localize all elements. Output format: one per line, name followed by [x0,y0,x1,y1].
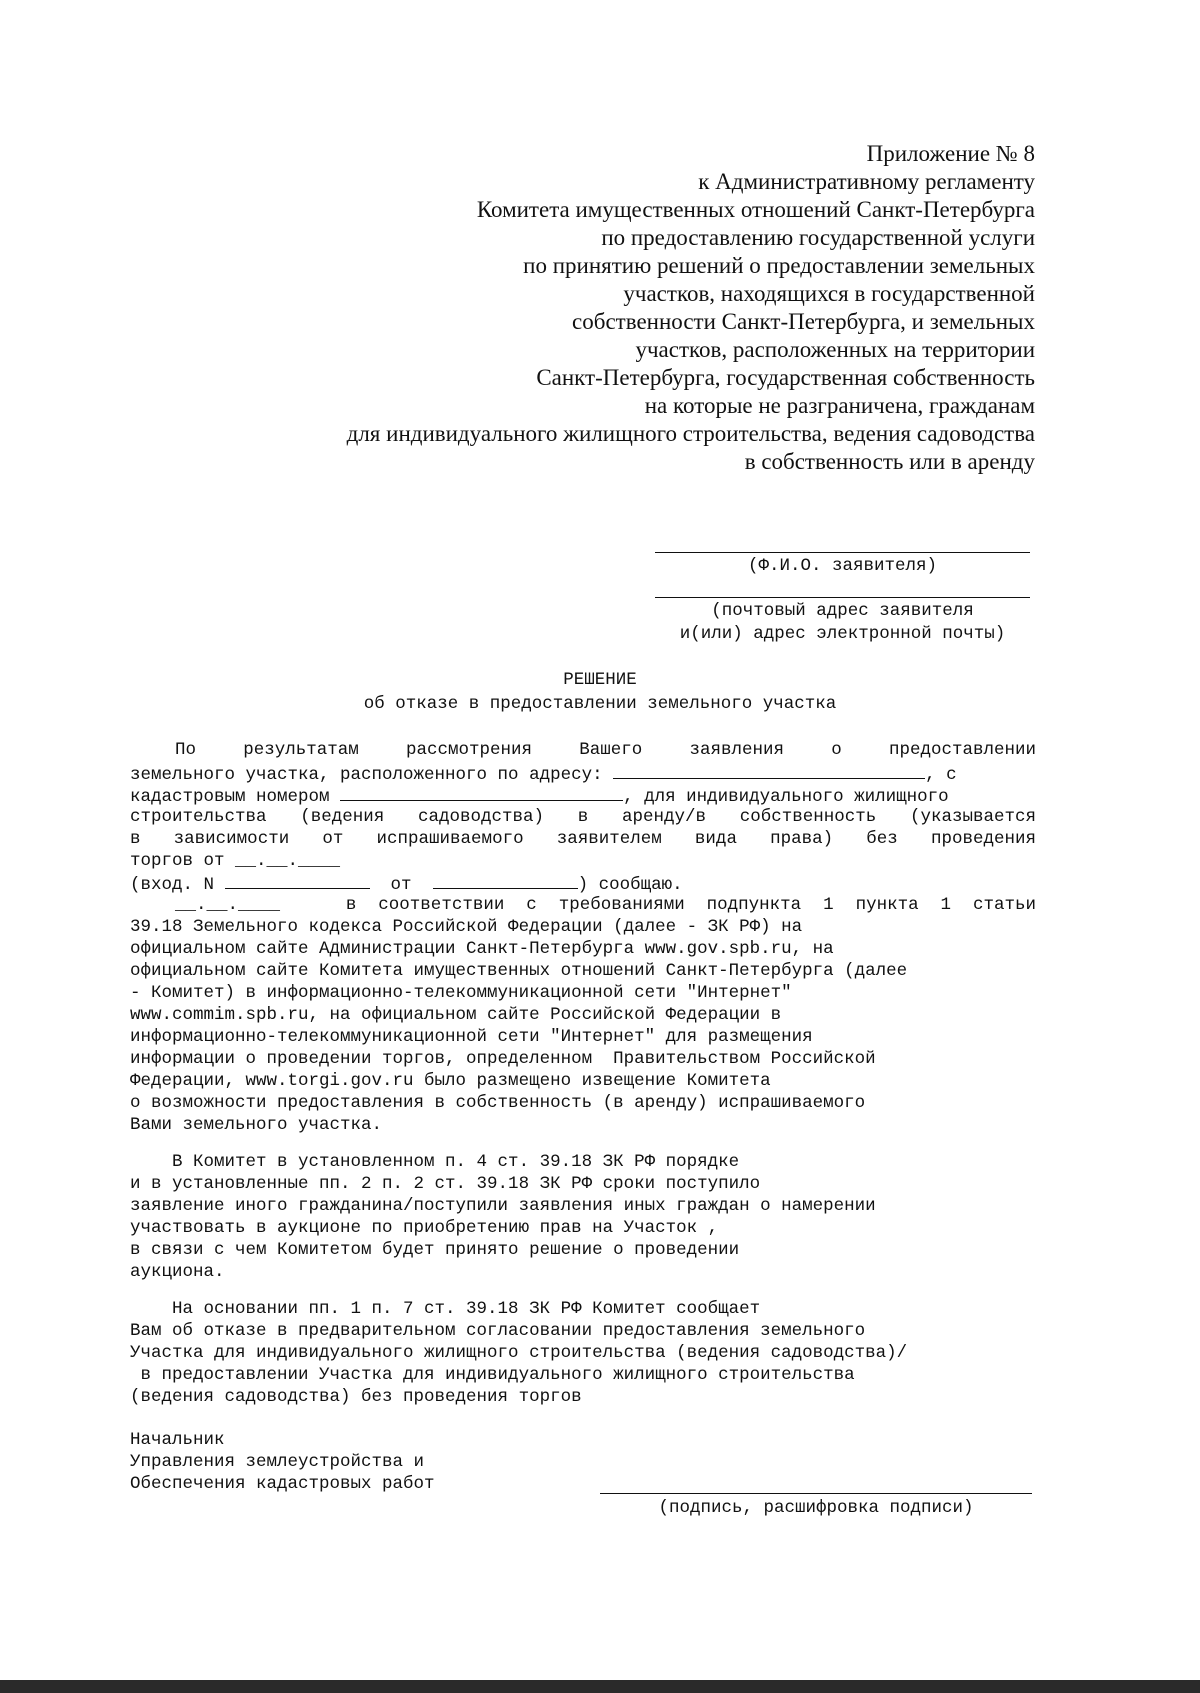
header-line: на которые не разграничена, гражданам [644,393,1035,418]
header-line: Комитета имущественных отношений Санкт-Петербурга [476,197,1035,222]
header-line: Приложение № 8 [866,141,1035,166]
body-line: Вам об отказе в предварительном согласовании предоставления земельного [130,1321,866,1341]
body-line: участвовать в аукционе по приобретению прав на Участок , [130,1218,719,1238]
address-tail: , с [925,765,957,785]
signature-line [600,1493,1032,1494]
header-line: Санкт-Петербурга, государственная собственность [536,365,1035,390]
body-line: Федерации, www.torgi.gov.ru было размещено извещение Комитета [130,1071,771,1091]
cadastral-number-blank [340,784,623,801]
incoming-date-blank [433,872,578,889]
incoming-number-label: (вход. N [130,875,215,895]
cadastral-tail: , для индивидуального жилищного [623,787,949,807]
incoming-date-label: от [390,875,412,895]
body-line [130,784,949,808]
header-line: в собственность или в аренду [744,449,1035,474]
signatory-title: Начальник [130,1430,225,1450]
body-line: официальном сайте Комитета имущественных отношений Санкт-Петербурга (далее [130,961,908,981]
body-line: информации о проведении торгов, определенном Правительством Российской [130,1049,876,1069]
address-blank [613,762,925,779]
body-line [175,894,1036,916]
appendix-header [135,140,1035,476]
body-line: заявление иного гражданина/поступили заявления иных граждан о намерении [130,1196,876,1216]
applicant-name-line [655,552,1030,553]
header-line: по предоставлению государственной услуги [601,225,1035,250]
body-line: и в установленные пп. 2 п. 2 ст. 39.18 ЗК РФ сроки поступило [130,1174,761,1194]
body-line: По результатам рассмотрения Вашего заявления о предоставлении [175,740,1036,760]
body-line [130,850,340,872]
cadastral-label: кадастровым номером [130,787,330,807]
applicant-address-caption-1: (почтовый адрес заявителя [711,601,974,621]
body-line: о возможности предоставления в собственность (в аренду) испрашиваемого [130,1093,866,1113]
body-line: Участка для индивидуального жилищного строительства (ведения садоводства)/ [130,1343,908,1363]
decision-subtitle: об отказе в предоставлении земельного участка [363,694,837,714]
scan-bottom-edge [0,1680,1200,1693]
body-line: Вами земельного участка. [130,1115,383,1135]
header-line: участков, расположенных на территории [635,337,1035,362]
auction-date-label: торгов от [130,851,225,871]
body-line: В Комитет в установленном п. 4 ст. 39.18 ЗК РФ порядке [130,1152,740,1172]
body-line: На основании пп. 1 п. 7 ст. 39.18 ЗК РФ Комитет сообщает [130,1299,761,1319]
header-line: собственности Санкт-Петербурга, и земельных [572,309,1035,334]
body-line: в связи с чем Комитетом будет принято решение о проведении [130,1240,740,1260]
body-line: аукциона. [130,1262,225,1282]
applicant-address-line [655,597,1030,598]
body-line [130,762,957,786]
body-line-text: в соответствии с требованиями подпункта 1 пункта 1 статьи [345,895,1036,915]
body-line: в предоставлении Участка для индивидуального жилищного строительства [130,1365,855,1385]
incoming-number-blank [225,872,370,889]
header-line: к Административному регламенту [698,169,1035,194]
body-line: - Комитет) в информационно-телекоммуникационной сети "Интернет" [130,983,792,1003]
body-line: в зависимости от испрашиваемого заявителем вида права) без проведения [130,829,1036,849]
address-label: земельного участка, расположенного по адресу: [130,765,603,785]
body-line: (ведения садоводства) без проведения торгов [130,1387,582,1407]
incoming-tail: ) сообщаю. [577,875,683,895]
body-line: 39.18 Земельного кодекса Российской Федерации (далее - ЗК РФ) на [130,917,803,937]
applicant-address-caption-2: и(или) адрес электронной почты) [679,624,1006,644]
body-line: строительства (ведения садоводства) в аренду/в собственность (указывается [130,807,1036,827]
body-line: официальном сайте Администрации Санкт-Петербурга www.gov.spb.ru, на [130,939,834,959]
header-line: по принятию решений о предоставлении земельных [523,253,1035,278]
publication-date-placeholder: __.__.____ [175,895,281,915]
header-line: для индивидуального жилищного строительства, ведения садоводства [346,421,1035,446]
header-line: участков, находящихся в государственной [623,281,1035,306]
decision-title: РЕШЕНИЕ [563,670,637,690]
signatory-department: Управления землеустройства и [130,1452,425,1472]
applicant-name-caption: (Ф.И.О. заявителя) [747,556,938,576]
auction-date-placeholder: __.__.____ [235,851,341,871]
signature-caption: (подпись, расшифровка подписи) [658,1498,974,1518]
body-line: www.commim.spb.ru, на официальном сайте Российской Федерации в [130,1005,782,1025]
body-line: информационно-телекоммуникационной сети "Интернет" для размещения [130,1027,813,1047]
signatory-department-2: Обеспечения кадастровых работ [130,1474,435,1494]
body-line [130,872,683,896]
